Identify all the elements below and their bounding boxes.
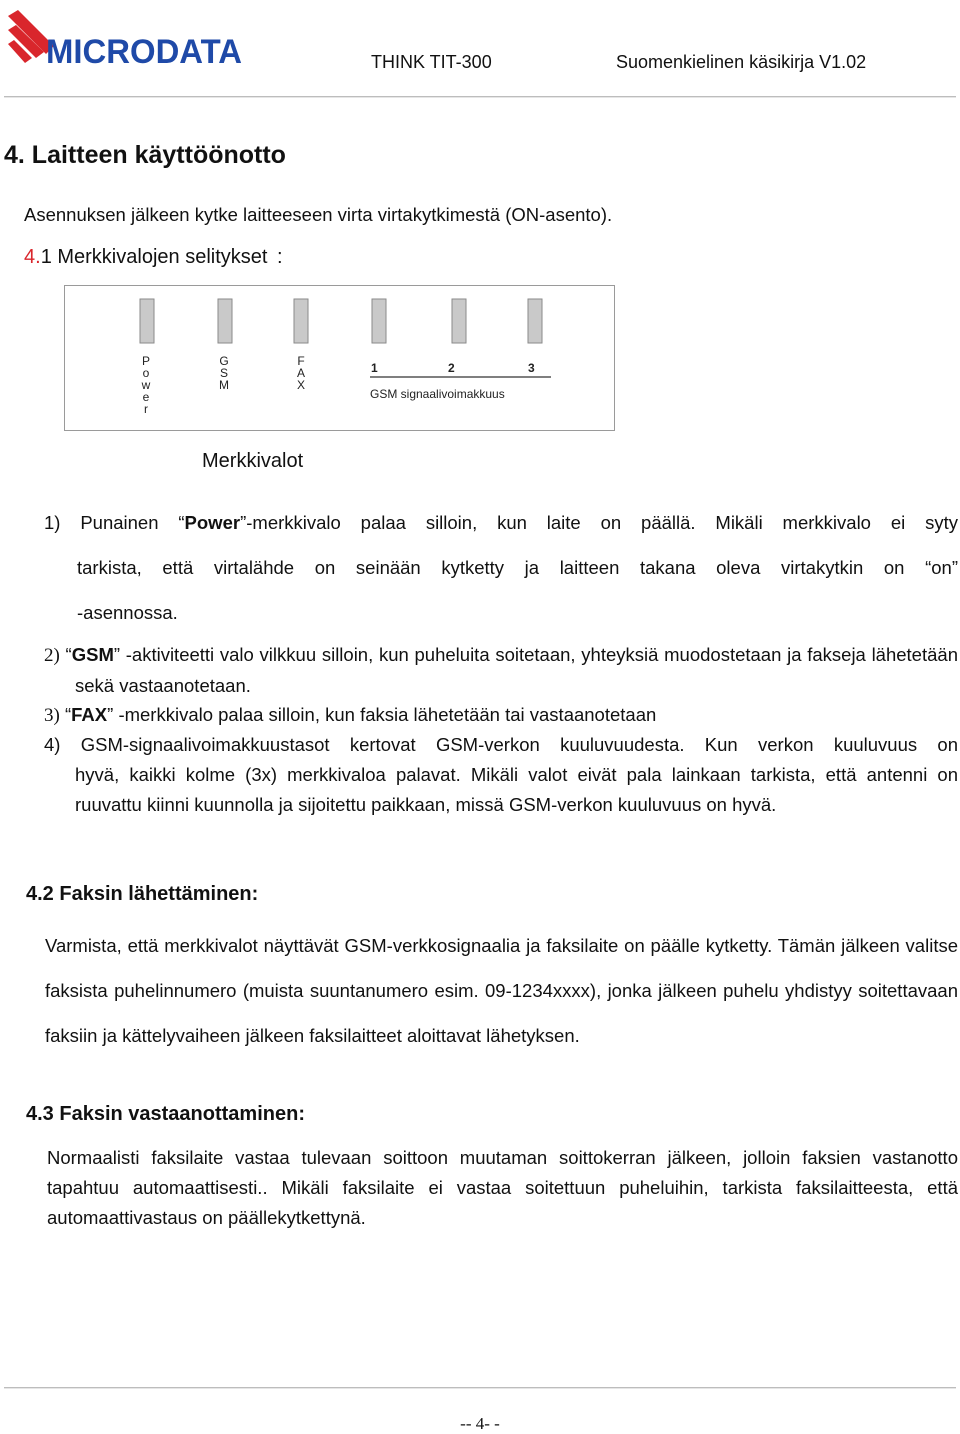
indicator-lights-figure xyxy=(64,285,616,433)
label-letter: r xyxy=(144,402,148,416)
footer-divider xyxy=(4,1387,956,1389)
microdata-logo xyxy=(6,6,246,70)
label-letter: X xyxy=(296,378,306,392)
header-divider xyxy=(4,96,956,98)
section-4-3-body: Normaalisti faksilaite vastaa tulevaan soittoon muutaman soittokerran jälkeen, jolloin faksien vastanotto tapahtuu automaattisesti.. Mikäli faksilaite ei vastaa soitettuun puheluihin, tarkista faksilaitteesta, että automaattivastaus on päällekytkettynä. xyxy=(47,1147,958,1228)
subsection-colon: : xyxy=(277,246,283,268)
label-letter: M xyxy=(219,378,229,392)
list-item-1-line-2: tarkista, että virtalähde on seinään kytketty ja laitteen takana oleva virtakytkin on “on” xyxy=(77,557,958,578)
header-product: THINK TIT-300 xyxy=(371,52,492,72)
gsm-label xyxy=(219,354,229,392)
list-item-3: 3) “FAX” -merkkivalo palaa silloin, kun faksia lähetetään tai vastaanotetaan xyxy=(44,704,657,726)
item-number: 1) xyxy=(44,512,61,533)
header-manual-title: Suomenkielinen käsikirja V1.02 xyxy=(616,52,867,72)
signal-number-1: 1 xyxy=(371,361,378,375)
label-letter: w xyxy=(141,378,151,392)
subsection-4-1-heading xyxy=(24,242,283,272)
fax-label xyxy=(297,354,305,392)
label-letter: P xyxy=(141,354,151,368)
figure-caption: Merkkivalot xyxy=(202,450,304,472)
list-item-1-line-3: -asennossa. xyxy=(77,602,178,623)
section-4-intro: Asennuksen jälkeen kytke laitteeseen virta virtakytkimestä (ON-asento). xyxy=(24,204,613,225)
label-letter: S xyxy=(219,366,229,380)
signal-caption: GSM signaalivoimakkuus xyxy=(370,387,505,401)
signal-led-1 xyxy=(372,299,386,343)
section-4-2-title: 4.2 Faksin lähettäminen: xyxy=(26,883,259,905)
label-letter: o xyxy=(142,366,150,380)
subsection-title: 1 Merkkivalojen selitykset xyxy=(40,246,268,268)
section-4-title: 4. Laitteen käyttöönotto xyxy=(4,141,286,169)
gsm-led xyxy=(218,299,232,343)
subsection-number: 4. xyxy=(24,246,41,268)
label-letter: F xyxy=(297,354,305,368)
power-led xyxy=(140,299,154,343)
item-number: 4) xyxy=(44,734,61,755)
page-number: -- 4- - xyxy=(460,1414,500,1433)
label-letter: A xyxy=(296,366,306,380)
item-number: 2) xyxy=(44,645,60,666)
signal-number-3: 3 xyxy=(528,361,535,375)
list-item-4-line-1: 4) GSM-signaalivoimakkuustasot kertovat GSM-verkon kuuluvuudesta. Kun verkon kuuluvuus on xyxy=(44,734,958,755)
list-item-4-rest: hyvä, kaikki kolme (3x) merkkivaloa palavat. Mikäli valot eivät pala lainkaan tarkista, että antenni on ruuvattu kiinni kuunnolla ja sijoitettu paikkaan, missä GSM-verkon kuuluvuus on hyvä. xyxy=(75,764,958,815)
item-number: 3) xyxy=(44,705,60,726)
list-item-2: 2) “GSM” -aktiviteetti valo vilkkuu silloin, kun puheluita soitetaan, yhteyksiä muodostetaan ja fakseja lähetetään sekä vastaanotetaan. xyxy=(44,644,958,696)
signal-led-2 xyxy=(452,299,466,343)
signal-led-3 xyxy=(528,299,542,343)
section-4-2-body: Varmista, että merkkivalot näyttävät GSM-verkkosignaalia ja faksilaite on päälle kytketty. Tämän jälkeen valitse faksista puhelinnumero (muista suuntanumero esim. 09-1234xxxx), jonka jälkeen puhelu yhdistyy soitettavaan faksiin ja kättelyvaiheen jälkeen faksilaitteet aloittavat lähetyksen. xyxy=(45,935,958,1046)
label-letter: G xyxy=(219,354,229,368)
logo-text: MICRODATA xyxy=(46,33,242,70)
section-4-3-title: 4.3 Faksin vastaanottaminen: xyxy=(26,1103,305,1125)
list-item-1-line-1: 1) Punainen “Power”-merkkivalo palaa silloin, kun laite on päällä. Mikäli merkkivalo ei syty xyxy=(44,512,958,533)
label-letter: e xyxy=(142,390,150,404)
fax-led xyxy=(294,299,308,343)
signal-number-2: 2 xyxy=(448,361,455,375)
